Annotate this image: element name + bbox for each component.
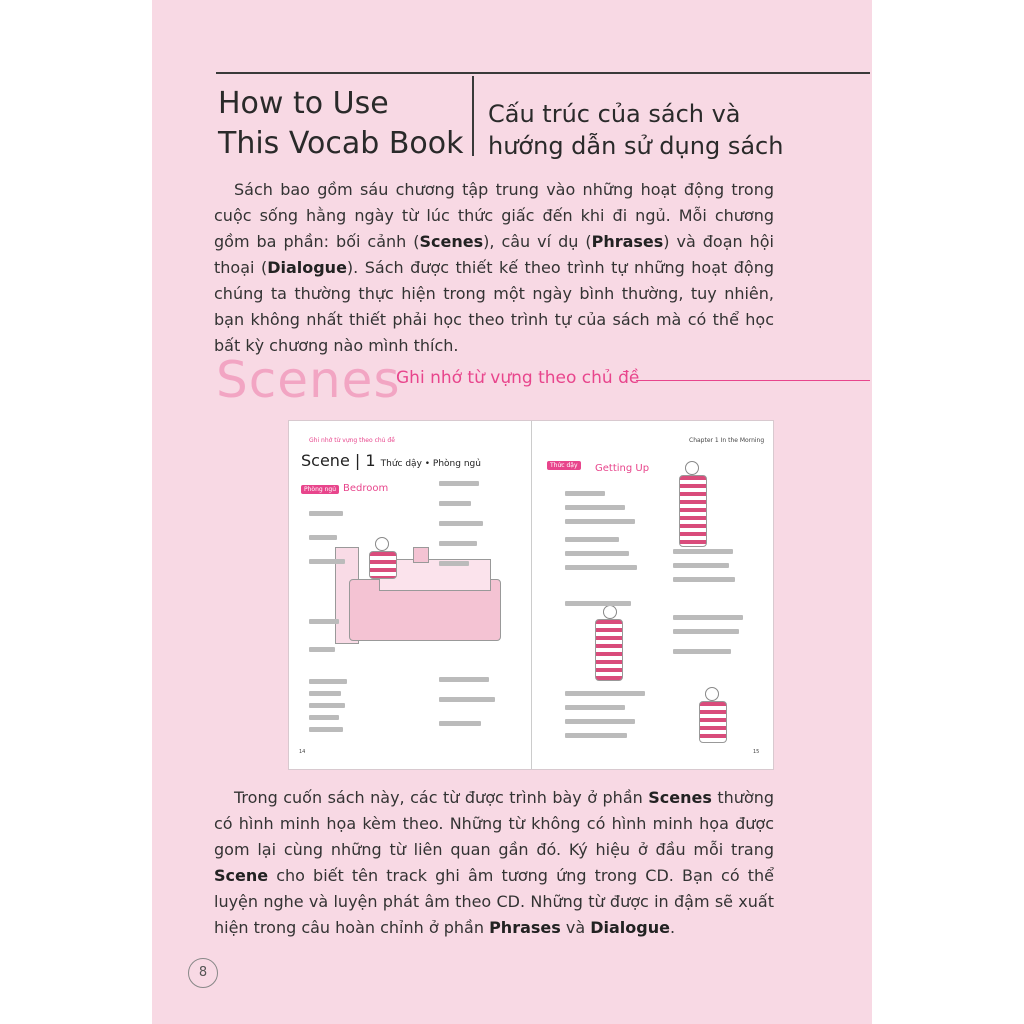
sleepy-head-illustration [705, 687, 719, 701]
title-vietnamese: Cấu trúc của sách và hướng dẫn sử dụng sách [488, 100, 784, 160]
top-rule [216, 72, 870, 74]
spread-left-page-number: 14 [299, 749, 306, 755]
getting-up-tag: Thức dậy [547, 461, 581, 470]
body-paragraph: Trong cuốn sách này, các từ được trình bày ở phần Scenes thường có hình minh họa kèm theo. Những từ không có hình minh họa được gom lại cùng những từ liên quan gần đó. Ký hiệu ở đầu mỗi trang Scene cho biết tên track ghi âm tương ứng trong CD. Bạn có thể luyện nghe và luyện phát âm theo CD. Những từ được in đậm sẽ xuất hiện trong câu hoàn chỉnh ở phần Phrases và Dialogue. [214, 788, 774, 937]
bedroom-tag: Phòng ngủ [301, 485, 339, 494]
right-vocab-lines [565, 491, 655, 751]
title-divider [472, 76, 474, 156]
spread-right-header: Chapter 1 In the Morning [689, 437, 765, 444]
intro-paragraph: Sách bao gồm sáu chương tập trung vào những hoạt động trong cuộc sống hằng ngày từ lúc thức giấc đến khi đi ngủ. Mỗi chương gồm ba phần: bối cảnh (Scenes), câu ví dụ (Phrases) và đoạn hội thoại (Dialogue). Sách được thiết kế theo trình tự những hoạt động chúng ta thường thực hiện trong một ngày bình thường, tuy nhiên, bạn không nhất thiết phải học theo trình tự của sách mà có thể học bất kỳ chương nào mình thích. [214, 180, 775, 355]
title-english: How to Use This Vocab Book [218, 86, 464, 161]
sleepy-person-illustration [699, 701, 727, 743]
sample-spread-image [288, 420, 774, 770]
page-number: 8 [188, 958, 218, 988]
left-vocab-lines [309, 511, 349, 761]
spread-fold [531, 421, 532, 769]
bedroom-subheading: Bedroom [343, 483, 389, 494]
getting-up-subheading: Getting Up [595, 463, 650, 474]
person-illustration [369, 551, 397, 579]
spread-right-page-number: 15 [753, 749, 760, 755]
lamp-illustration [413, 547, 429, 563]
spread-left-header: Ghi nhớ từ vựng theo chủ đề [309, 437, 395, 444]
stretching-person-illustration [679, 475, 707, 547]
right-vocab-lines-2 [673, 549, 763, 689]
scenes-rule [636, 380, 870, 381]
scenes-heading: Scenes [216, 351, 401, 409]
stretch-head-illustration [685, 461, 699, 475]
left-vocab-lines-right [439, 481, 499, 761]
person-head-illustration [375, 537, 389, 551]
scenes-subtitle: Ghi nhớ từ vựng theo chủ đề [396, 368, 640, 388]
book-page [152, 0, 872, 1024]
scene-title: Scene | 1 Thức dậy • Phòng ngủ [301, 451, 481, 470]
